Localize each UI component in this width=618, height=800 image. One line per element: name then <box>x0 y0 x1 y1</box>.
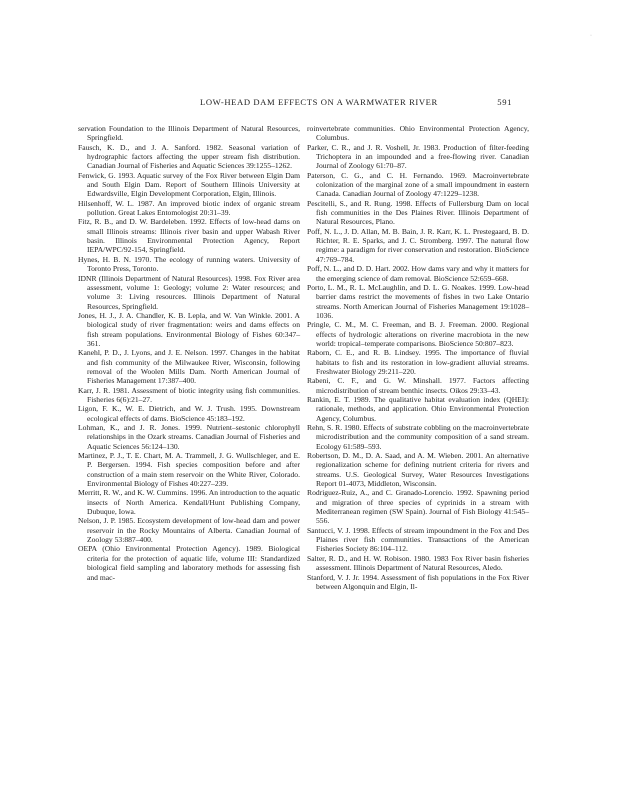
reference-entry: Fenwick, G. 1993. Aquatic survey of the Fox River between Elgin Dam and South Elgin Dam. Report of Southern Illinois University at Edwardsville, Elgin Development Corporation, Elgin, Illinois. <box>78 170 300 199</box>
reference-entry: Porto, L. M., R. L. McLaughlin, and D. L. G. Noakes. 1999. Low-head barrier dams restrict the movements of fishes in two Lake Ontario streams. North American Journal of Fisheries Management 19:1028–1036. <box>307 282 529 320</box>
reference-entry: Merritt, R. W., and K. W. Cummins. 1996. An introduction to the aquatic insects of North America. Kendall/Hunt Publishing Company, Dubuque, Iowa. <box>78 488 300 517</box>
reference-entry: Fausch, K. D., and J. A. Sanford. 1982. Seasonal variation of hydrographic factors affecting the upper stream fish distribution. Canadian Journal of Fisheries and Aquatic Sciences 39:1255–1262. <box>78 142 300 171</box>
reference-entry: Kanehl, P. D., J. Lyons, and J. E. Nelson. 1997. Changes in the habitat and fish community of the Milwaukee River, Wisconsin, following removal of the Woolen Mills Dam. North American Journal of Fisheries Management 17:387–400. <box>78 348 300 386</box>
reference-entry: Rodriguez-Ruiz, A., and C. Granado-Lorencio. 1992. Spawning period and migration of three species of cyprinids in a stream with Mediterranean regimen (SW Spain). Journal of Fish Biology 41:545–556. <box>307 488 529 526</box>
reference-entry: Pescitelli, S., and R. Rung. 1998. Effects of Fullersburg Dam on local fish communities in the Des Plaines River. Illinois Department of Natural Resources, Plano. <box>307 198 529 227</box>
reference-entry: OEPA (Ohio Environmental Protection Agency). 1989. Biological criteria for the protection of aquatic life, volume III: Standardized biological field sampling and laboratory methods for assessing fish and mac- <box>78 544 300 582</box>
references-right-column <box>307 124 529 591</box>
reference-entry: IDNR (Illinois Department of Natural Resources). 1998. Fox River area assessment, volume 1: Geology; volume 2: Water resources; and volume 3: Living resources. Illinois Department of Natural Resources, Springfield. <box>78 273 300 311</box>
reference-entry: Rehn, S. R. 1980. Effects of substrate cobbling on the macroinvertebrate microdistribution and the community composition of a sand stream. Ecology 61:589–593. <box>307 423 529 451</box>
reference-entry: Poff, N. L., and D. D. Hart. 2002. How dams vary and why it matters for the emerging science of dam removal. BioScience 52:659–668. <box>307 264 529 283</box>
reference-entry: Rabeni, C. F., and G. W. Minshall. 1977. Factors affecting microdistribution of stream benthic insects. Oikos 29:33–43. <box>307 376 529 395</box>
reference-entry: Robertson, D. M., D. A. Saad, and A. M. Wieben. 2001. An alternative regionalization scheme for defining nutrient criteria for rivers and streams. U.S. Geological Survey, Water Resources Investigations Report 01-4073, Middleton, Wisconsin. <box>307 451 529 489</box>
reference-entry: Karr, J. R. 1981. Assessment of biotic integrity using fish communities. Fisheries 6(6):21–27. <box>78 385 300 404</box>
corner-mark: · <box>590 33 592 39</box>
reference-entry: Poff, N. L., J. D. Allan, M. B. Bain, J. R. Karr, K. L. Prestegaard, B. D. Richter, R. E. Sparks, and J. C. Stromberg. 1997. The natural flow regime: a paradigm for river conservation and restoration. BioScience 47:769–784. <box>307 226 529 264</box>
reference-entry: Pringle, C. M., M. C. Freeman, and B. J. Freeman. 2000. Regional effects of hydrologic alterations on riverine macrobiota in the new world: tropical–temperate comparisons. BioScience 50:807–823. <box>307 320 529 348</box>
reference-entry: Santucci, V. J. 1998. Effects of stream impoundment in the Fox and Des Plaines river fish communities. Transactions of the American Fisheries Society 86:104–112. <box>307 525 529 554</box>
references-left-column <box>78 124 300 582</box>
running-title: LOW-HEAD DAM EFFECTS ON A WARMWATER RIVER <box>200 97 438 107</box>
reference-entry: Raborn, C. E., and R. B. Lindsey. 1995. The importance of fluvial habitats to fish and its restoration in low-gradient alluvial streams. Freshwater Biology 29:211–220. <box>307 348 529 376</box>
reference-entry: Lohman, K., and J. R. Jones. 1999. Nutrient–sestonic chlorophyll relationships in the Ozark streams. Canadian Journal of Fisheries and Aquatic Sciences 56:124–130. <box>78 423 300 451</box>
reference-entry: Parker, C. R., and J. R. Voshell, Jr. 1983. Production of filter-feeding Trichoptera in an impounded and a free-flowing river. Canadian Journal of Zoology 61:70–87. <box>307 142 529 171</box>
reference-entry: Jones, H. J., J. A. Chandler, K. B. Lepla, and W. Van Winkle. 2001. A biological study of river fragmentation: weirs and dams effects on fish stream populations. Environmental Biology of Fishes 60:347–361. <box>78 310 300 348</box>
reference-entry: Fitz, R. B., and D. W. Bardeleben. 1992. Effects of low-head dams on small Illinois streams: Illinois river basin and upper Wabash River basin. Illinois Environmental Protection Agency, Report IEPA/WPC/92-154, Springfield. <box>78 217 300 255</box>
reference-entry: roinvertebrate communities. Ohio Environmental Protection Agency, Columbus. <box>307 124 529 143</box>
reference-entry: Paterson, C. G., and C. H. Fernando. 1969. Macroinvertebrate colonization of the marginal zone of a small impoundment in eastern Canada. Canadian Journal of Zoology 47:1229–1238. <box>307 170 529 199</box>
reference-entry: servation Foundation to the Illinois Department of Natural Resources, Springfield. <box>78 124 300 143</box>
reference-entry: Hynes, H. B. N. 1970. The ecology of running waters. University of Toronto Press, Toronto. <box>78 254 300 274</box>
reference-entry: Nelson, J. P. 1985. Ecosystem development of low-head dam and power reservoir in the Rocky Mountains of Alberta. Canadian Journal of Zoology 53:887–400. <box>78 516 300 545</box>
page-number: 591 <box>497 97 512 107</box>
reference-entry: Martinez, P. J., T. E. Chart, M. A. Trammell, J. G. Wullschleger, and E. P. Bergersen. 1994. Fish species composition before and after construction of a main stem reservoir on the White River, Colorado. Environmental Biology of Fishes 40:227–239. <box>78 451 300 489</box>
reference-entry: Rankin, E. T. 1989. The qualitative habitat evaluation index (QHEI): rationale, methods, and application. Ohio Environmental Protection Agency, Columbus. <box>307 394 529 423</box>
running-header <box>200 97 512 107</box>
reference-entry: Hilsenhoff, W. L. 1987. An improved biotic index of organic stream pollution. Great Lakes Entomologist 20:31–39. <box>78 198 300 218</box>
reference-entry: Ligon, F. K., W. E. Dietrich, and W. J. Trush. 1995. Downstream ecological effects of dams. BioScience 45:183–192. <box>78 404 300 423</box>
reference-entry: Stanford, V. J. Jr. 1994. Assessment of fish populations in the Fox River between Algonquin and Elgin, Il- <box>307 572 529 591</box>
reference-entry: Salter, R. D., and H. W. Robison. 1980. 1983 Fox River basin fisheries assessment. Illinois Department of Natural Resources, Aledo. <box>307 553 529 573</box>
